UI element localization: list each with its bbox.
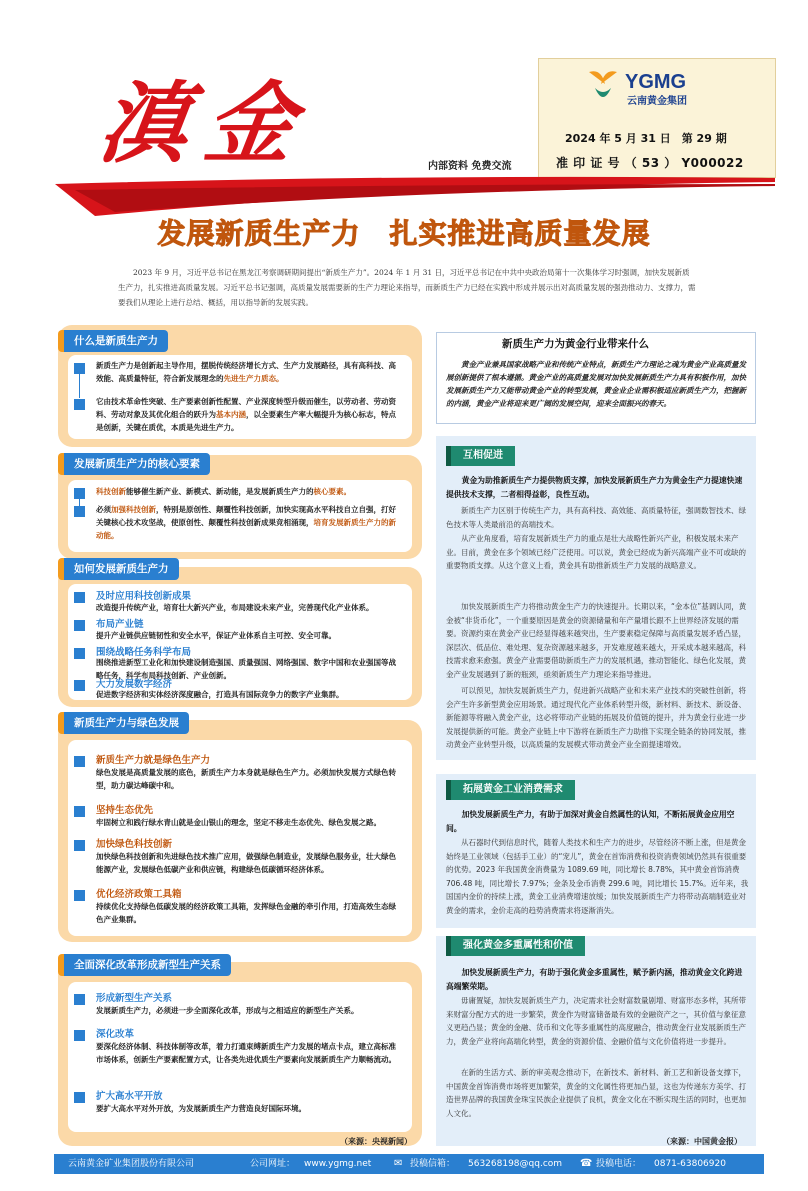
bullet-line: [79, 374, 80, 398]
core-p1: 科技创新能够催生新产业、新模式、新动能，是发展新质生产力的核心要素。: [96, 487, 351, 496]
section-green-body: [68, 740, 412, 936]
bullet-square-icon: [74, 592, 85, 603]
reform-item-title: 扩大高水平开放: [96, 1091, 163, 1102]
issue-date: 2024 年 5 月 31 日 第 29 期: [565, 132, 727, 145]
bullet-square-icon: [74, 890, 85, 901]
mutual-para: 加快发展新质生产力将推动黄金生产力的快速提升。长期以来，“金本位”基调认同，黄金被“非货币化”，一个重要原因是黄金的资源储量和年产量增长跟不上世界经济发展的需要。资源约束在黄金产业已经显得越来越突出，生产要素稳定保障与高质量发展矛盾凸显，深层次、低品位、难处理、复杂资源越来越多，开发难度越来越大，开采成本越来越高，科技需求愈来愈强。黄金产业需要借助新质生产力的发展机遇，推动智能化、绿色化发展，黄金产业发展遇到了新的瓶颈，亟须新质生产力理论来指导推进。: [446, 602, 747, 679]
footer-phone: 0871-63806920: [654, 1159, 726, 1169]
reform-item-text: 要扩大高水平对外开放，为发展新质生产力营造良好国际环境。: [96, 1104, 306, 1113]
section-how-to-title: 如何发展新质生产力: [58, 558, 179, 580]
section-green-title: 新质生产力与绿色发展: [58, 712, 189, 734]
reform-item-title: 深化改革: [96, 1029, 135, 1040]
how-item-text: 提升产业链供应链韧性和安全水平，保证产业体系自主可控、安全可靠。: [96, 631, 336, 640]
how-item-text: 促进数字经济和实体经济深度融合，打造具有国际竞争力的数字产业集群。: [96, 690, 344, 699]
what-is-p2: 它由技术革命性突破、生产要素创新性配置、产业深度转型升级而催生，以劳动者、劳动资料、劳动对象及其优化组合的跃升为基本内涵，以全要素生产率大幅提升为核心标志，特点是创新，关键在质优，本质是先进生产力。: [96, 397, 396, 432]
section-how-to-body: [68, 584, 412, 700]
green-item-text: 绿色发展是高质量发展的底色，新质生产力本身就是绿色生产力。必须加快发展方式绿色转型，助力碳达峰碳中和。: [96, 768, 396, 790]
mutual-lead: 黄金为助推新质生产力提供物质支撑，加快发展新质生产力为黄金生产力提速快速提供技术支撑，二者相得益彰，良性互动。: [446, 476, 743, 499]
section-what-is-title: 什么是新质生产力: [58, 330, 168, 352]
phone-icon: ☎: [580, 1158, 593, 1169]
how-item-title: 布局产业链: [96, 619, 144, 630]
logo-subtext: 云南黄金集团: [627, 96, 687, 107]
section-demand-title: 拓展黄金工业消费需求: [446, 780, 575, 800]
how-item-text: 改造提升传统产业，培育壮大新兴产业，布局建设未来产业，完善现代化产业体系。: [96, 603, 374, 612]
footer-site-link[interactable]: www.ygmg.net: [304, 1159, 372, 1169]
footer-company: 云南黄金矿业集团股份有限公司: [68, 1159, 195, 1169]
section-reform-title: 全面深化改革形成新型生产关系: [58, 954, 231, 976]
bullet-square-icon: [74, 806, 85, 817]
green-item-text: 加快绿色科技创新和先进绿色技术推广应用，做强绿色制造业，发展绿色服务业，壮大绿色能源产业，发展绿色低碳产业和供应链，构建绿色低碳循环经济体系。: [96, 852, 396, 874]
mail-icon: ✉: [394, 1158, 403, 1169]
bullet-square-icon: [74, 363, 85, 374]
footer-email-link[interactable]: 563268198@qq.com: [468, 1159, 563, 1169]
bullet-square-icon: [74, 399, 85, 410]
bullet-square-icon: [74, 648, 85, 659]
value-para: 毋庸置疑，加快发展新质生产力，决定需求社会财富数量剧增、财富形态多样，其所带来财富分配方式的进一步繁荣，黄金作为财富储备最有效的金融资产之一，其价值与象征意义更趋凸显；黄金的金融、货币和文化等多重属性的高度融合，推动黄金行业发展新质生产力，黄金产业将向高端化转型，黄金的资源价值、金融价值与文化价值将进一步提升。: [446, 996, 746, 1046]
value-lead: 加快发展新质生产力，有助于强化黄金多重属性，赋予新内涵，推动黄金文化跨进高端繁荣期。: [446, 968, 743, 991]
masthead-title: 滇金: [92, 71, 320, 175]
how-item-text: 围绕推进新型工业化和加快建设制造强国、质量强国、网络强国、数字中国和农业强国等战略任务，科学布局科技创新、产业创新。: [96, 658, 396, 680]
mutual-para: 可以预见，加快发展新质生产力，促进新兴战略产业和未来产业技术的突破性创新，将会产生许多新型黄金应用场景。通过现代化产业体系转型升级，新材料、新技术、新设备、新能源等将融入黄金产业，这必将带动产业链的拓展及价值链的提升，并为黄金行业进一步发展提供新的可能。黄金产业链上中下游将在新质生产力助推下实现全链条的协同发展，推动黄金产业转型升级，以高质量的发展模式带动黄金产业全面提速增效。: [446, 686, 746, 750]
bullet-square-icon: [74, 620, 85, 631]
internal-note: 内部资料 免费交流: [428, 161, 512, 172]
section-reform-body: [68, 982, 412, 1132]
industry-box-text: 黄金产业兼具国家战略产业和传统产业特点，新质生产力理论之魂为黄金产业高质量发展创新提供了根本遵循。黄金产业的高质量发展对加快发展新质生产力具有积极作用，加快发展新质生产力又能带动黄金产业的转型发展，黄金业企业需积极适应新质生产力，把握新的内涵，黄金产业将迎来更广阔的发展空间，迎来全面振兴的春天。: [446, 360, 746, 408]
green-item-text: 牢固树立和践行绿水青山就是金山银山的理念，坚定不移走生态优先、绿色发展之路。: [96, 818, 381, 827]
footer-bar: [54, 1154, 764, 1174]
section-value-title: 强化黄金多重属性和价值: [446, 936, 585, 956]
bullet-square-icon: [74, 488, 85, 499]
footer-email-label: 投稿信箱：: [410, 1159, 456, 1169]
mutual-para: 新质生产力区别于传统生产力，具有高科技、高效能、高质量特征，强调数智技术、绿色技术等人类最前沿的高端技术。: [446, 506, 746, 529]
green-item-title: 坚持生态优先: [96, 805, 154, 816]
section-mutual-title: 互相促进: [446, 446, 515, 466]
section-core-elements-body: [68, 480, 412, 552]
green-item-title: 优化经济政策工具箱: [96, 889, 182, 900]
how-item-title: 及时应用科技创新成果: [96, 591, 192, 602]
green-item-title: 新质生产力就是绿色生产力: [96, 755, 211, 766]
permit-number: 准 印 证 号 （ 53 ） Y000022: [556, 156, 744, 170]
demand-lead: 加快发展新质生产力，有助于加深对黄金自然属性的认知，不断拓展黄金应用空间。: [446, 810, 735, 833]
footer-site-label: 公司网址：: [250, 1159, 296, 1169]
how-item-title: 大力发展数字经济: [96, 679, 173, 690]
bullet-square-icon: [74, 994, 85, 1005]
green-item-text: 持续优化支持绿色低碳发展的经济政策工具箱，发挥绿色金融的牵引作用，打造高效生态绿色产业集群。: [96, 902, 396, 924]
bullet-square-icon: [74, 680, 85, 691]
reform-item-text: 发展新质生产力，必须进一步全面深化改革，形成与之相适应的新型生产关系。: [96, 1006, 359, 1015]
mutual-para: 从产业角度看，培育发展新质生产力的重点是壮大战略性新兴产业，积极发展未来产业。目前，黄金在多个领域已经广泛使用。可以说，黄金已经成为新兴高端产业不可或缺的重要物质支撑。从这个意义上看，黄金具有助推新质生产力发展的战略意义。: [446, 534, 746, 571]
section-core-elements-title: 发展新质生产力的核心要素: [58, 453, 210, 475]
source-gold-news: （来源：中国黄金报）: [662, 1137, 742, 1146]
bullet-square-icon: [74, 840, 85, 851]
green-item-title: 加快绿色科技创新: [96, 839, 173, 850]
core-p2: 必须加强科技创新，特别是原创性、颠覆性科技创新，加快实现高水平科技自立自强，打好关键核心技术攻坚战，使原创性、颠覆性科技创新成果竞相涌现，培育发展新质生产力的新动能。: [96, 505, 396, 540]
footer-phone-label: 投稿电话：: [596, 1159, 642, 1169]
bullet-square-icon: [74, 506, 85, 517]
bullet-square-icon: [74, 756, 85, 767]
source-cctv: （来源：央视新闻）: [340, 1137, 412, 1146]
ygmg-logo-icon: [583, 66, 733, 110]
reform-item-text: 要深化经济体制、科技体制等改革，着力打通束缚新质生产力发展的堵点卡点，建立高标准市场体系，创新生产要素配置方式，让各类先进优质生产要素向发展新质生产力顺畅流动。: [96, 1042, 396, 1064]
intro-paragraph: 2023 年 9 月，习近平总书记在黑龙江考察调研期间提出“新质生产力”。2024 年 1 月 31 日，习近平总书记在中共中央政治局第十一次集体学习时强调，加快发展新质生产力，扎实推进高质量发展。习近平总书记强调，高质量发展需要新的生产力理论来指导，而新质生产力已经在实践中形成并展示出对高质量发展的强劲推动力、支撑力，需要我们从理论上进行总结、概括，用以指导新的发展实践。: [118, 268, 696, 307]
what-is-p1: 新质生产力是创新起主导作用，摆脱传统经济增长方式、生产力发展路径，具有高科技、高效能、高质量特征，符合新发展理念的先进生产力质态。: [96, 361, 396, 383]
section-what-is-body: [68, 355, 412, 439]
industry-box-title: 新质生产力为黄金行业带来什么: [502, 338, 649, 350]
bullet-square-icon: [74, 1030, 85, 1041]
demand-para: 从石器时代到信息时代，随着人类技术和生产力的进步，尽管经济不断上涨，但是黄金始终是工业领域（包括手工业）的“宠儿”，黄金在首饰消费和投资消费领域仍然具有很重要的优势。2023 年我国黄金消费量为 1089.69 吨，同比增长 8.78%，其中黄金首饰消费 706.48 吨，同比增长 7.97%；金条及金币消费 299.6 吨，同比增长 15.7%。近年来，我国国内金价的持续上涨，黄金工业消费增速放缓；加快发展新质生产力将带动高端制造业对黄金的需求，金价走高的趋势消费需求将逐渐消失。: [446, 838, 749, 915]
main-headline: 发展新质生产力 扎实推进高质量发展: [157, 217, 651, 250]
bullet-square-icon: [74, 1092, 85, 1103]
reform-item-title: 形成新型生产关系: [96, 993, 173, 1004]
how-item-title: 围绕战略任务科学布局: [96, 647, 192, 658]
value-para: 在新的生活方式、新的审美观念推动下，在新技术、新材料、新工艺和新设备支撑下，中国黄金首饰消费市场将更加繁荣，黄金的文化属性将更加凸显，这也为传递东方美学、打造世界品牌的我国黄金珠宝民族企业提供了良机，黄金文化在不断实现生活的同时，也更加人文化。: [446, 1068, 746, 1118]
logo-text: YGMG: [625, 71, 687, 93]
